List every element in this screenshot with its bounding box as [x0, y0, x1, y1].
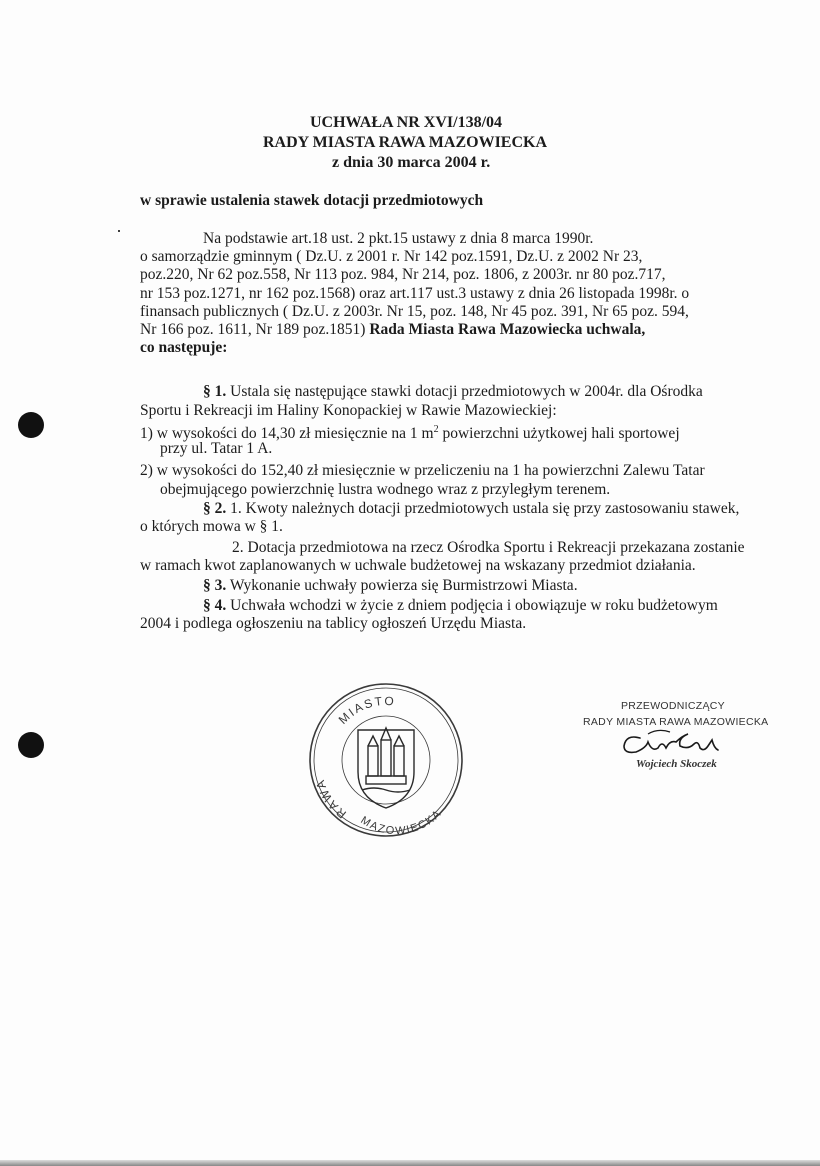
paragraph-1-line2: Sportu i Rekreacji im Haliny Konopackiej w Rawie Mazowieckiej:	[140, 402, 557, 419]
paragraph-4-line2: 2004 i podlega ogłoszeniu na tablicy ogłoszeń Urzędu Miasta.	[140, 615, 527, 632]
paragraph-mark: § 3.	[203, 577, 227, 594]
signatory-name: Wojciech Skoczek	[636, 758, 717, 770]
preamble-line: Na podstawie art.18 ust. 2 pkt.15 ustawy z dnia 8 marca 1990r.	[203, 230, 594, 247]
seal-text-top: MIASTO	[335, 693, 397, 727]
resolution-number: UCHWAŁA NR XVI/138/04	[310, 114, 503, 131]
rate-item-2-line2: obejmującego powierzchnię lustra wodnego wraz z przyległym terenem.	[160, 481, 611, 498]
paragraph-2-point2-line2: w ramach kwot zaplanowanych w uchwale budżetowej na wskazany przedmiot działania.	[140, 557, 696, 574]
handwritten-signature	[618, 726, 728, 760]
signatory-council: RADY MIASTA RAWA MAZOWIECKA	[583, 716, 769, 728]
paragraph-text: 1. Kwoty należnych dotacji przedmiotowych ustala się przy zastosowaniu stawek,	[226, 500, 740, 517]
paragraph-mark: § 2.	[203, 500, 227, 517]
preamble-line	[140, 321, 645, 339]
paragraph-2-point2: 2. Dotacja przedmiotowa na rzecz Ośrodka Sportu i Rekreacji przekazana zostanie	[232, 539, 745, 556]
rate-item-text: powierzchni użytkowej hali sportowej	[438, 425, 680, 443]
paragraph-text: Ustala się następujące stawki dotacji przedmiotowych w 2004r. dla Ośrodka	[226, 383, 703, 400]
paragraph-4	[203, 597, 718, 615]
scan-speck	[118, 230, 120, 232]
preamble-line: nr 153 poz.1271, nr 162 poz.1568) oraz art.117 ust.3 ustawy z dnia 26 listopada 1998r. o	[140, 285, 690, 302]
seal-text-left: RAWA	[312, 776, 349, 822]
resolution-date: z dnia 30 marca 2004 r.	[332, 154, 491, 171]
seal-text-bottom: MAZOWIECKA	[358, 807, 445, 838]
superscript: 2	[433, 424, 439, 435]
signatory-role: PRZEWODNICZĄCY	[621, 700, 725, 712]
scan-edge	[0, 1160, 820, 1166]
preamble-line: poz.220, Nr 62 poz.558, Nr 113 poz. 984, Nr 214, poz. 1806, z 2003r. nr 80 poz.717,	[140, 266, 666, 283]
preamble-text: Nr 166 poz. 1611, Nr 189 poz.1851)	[140, 321, 370, 338]
council-resolves: Rada Miasta Rawa Mazowiecka uchwala,	[369, 321, 646, 338]
coat-of-arms-icon	[358, 728, 414, 808]
paragraph-mark: § 1.	[203, 383, 227, 400]
paragraph-1	[203, 383, 703, 401]
as-follows: co następuje:	[140, 339, 228, 356]
preamble-line: finansach publicznych ( Dz.U. z 2003r. Nr 15, poz. 148, Nr 45 poz. 391, Nr 65 poz. 594,	[140, 303, 689, 320]
paragraph-mark: § 4.	[203, 597, 227, 614]
preamble-line: o samorządzie gminnym ( Dz.U. z 2001 r. Nr 142 poz.1591, Dz.U. z 2002 Nr 23,	[140, 248, 643, 265]
official-seal	[306, 680, 466, 840]
paragraph-2-line2: o których mowa w § 1.	[140, 518, 283, 535]
resolution-subject: w sprawie ustalenia stawek dotacji przedmiotowych	[140, 192, 484, 209]
punch-hole	[18, 732, 44, 758]
paragraph-text: Wykonanie uchwały powierza się Burmistrzowi Miasta.	[226, 577, 578, 594]
rate-item-text: 1) w wysokości do 14,30 zł miesięcznie na 1 m	[140, 425, 434, 443]
rate-item-2: 2) w wysokości do 152,40 zł miesięcznie w przeliczeniu na 1 ha powierzchni Zalewu Tatar	[140, 462, 705, 479]
punch-hole	[18, 412, 44, 438]
paragraph-text: Uchwała wchodzi w życie z dniem podjęcia i obowiązuje w roku budżetowym	[226, 597, 718, 614]
paragraph-2	[203, 500, 739, 518]
rate-item-1-line2: przy ul. Tatar 1 A.	[160, 440, 273, 457]
council-name: RADY MIASTA RAWA MAZOWIECKA	[263, 134, 548, 151]
paragraph-3	[203, 577, 578, 595]
